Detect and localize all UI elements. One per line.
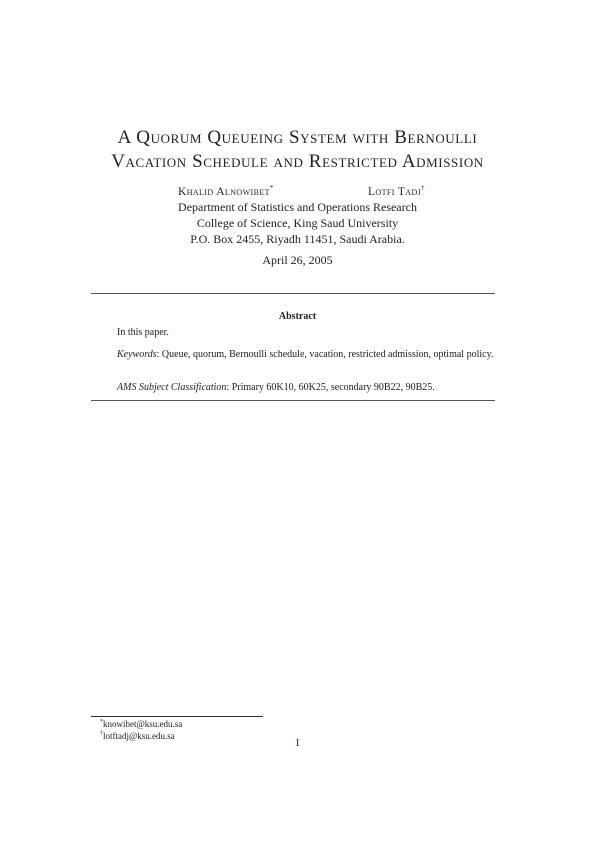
keywords	[117, 349, 497, 361]
abstract-text: In this paper.	[117, 327, 169, 338]
footnote-1	[100, 719, 182, 729]
keywords-label: Keywords	[117, 349, 157, 360]
paper-date: April 26, 2005	[262, 253, 333, 267]
paper-title-line-2: Vacation Schedule and Restricted Admission	[111, 151, 484, 172]
footnote-rule	[91, 716, 263, 717]
abstract-bottom-rule	[91, 400, 495, 401]
author-1-name: Khalid Alnowibet	[178, 185, 270, 198]
ams-label: AMS Subject Classification	[117, 382, 227, 393]
author-1-mark: *	[269, 184, 274, 192]
affiliation-department: Department of Statistics and Operations Research	[178, 200, 417, 214]
ams-codes: : Primary 60K10, 60K25, secondary 90B22, 90B25.	[226, 382, 435, 393]
author-1	[178, 184, 274, 198]
abstract-top-rule	[91, 293, 495, 294]
keywords-list: : Queue, quorum, Bernoulli schedule, vacation, restricted admission, optimal policy.	[156, 349, 494, 360]
footnote-1-email: knowibet@ksu.edu.sa	[103, 719, 183, 729]
footnote-2-email: lotftadj@ksu.edu.sa	[103, 731, 175, 741]
page-number: 1	[294, 737, 301, 749]
ams-classification	[117, 382, 497, 394]
author-2-mark: †	[421, 184, 426, 192]
author-list	[0, 184, 595, 200]
author-2-name: Lotfi Tadj	[368, 185, 422, 198]
footnote-2-mark: †	[100, 731, 103, 737]
affiliation-college: College of Science, King Saud University	[196, 216, 399, 230]
author-2	[368, 184, 425, 198]
abstract-heading: Abstract	[278, 311, 317, 322]
affiliation-address: P.O. Box 2455, Riyadh 11451, Saudi Arabia.	[190, 232, 405, 246]
footnote-1-mark: *	[100, 719, 103, 725]
paper-title-line-1: A Quorum Queueing System with Bernoulli	[117, 127, 478, 148]
